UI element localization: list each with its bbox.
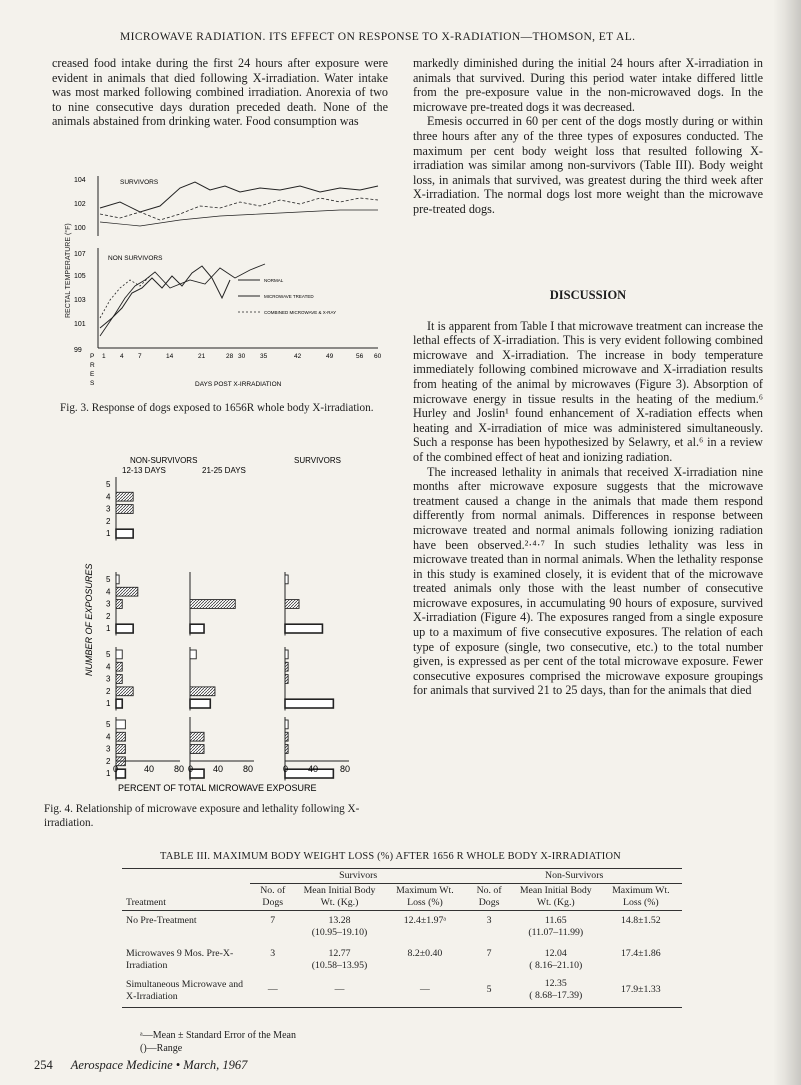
table-cell: — [295,973,383,1008]
figure-3-plot [60,168,395,400]
fig4-bar [285,650,288,659]
body-paragraph: markedly diminished during the initial 24 hours after X-irradiation in animals that survived. During this period water intake differed little from the pre-exposure value in the non-microwaved dogs. In the microwave pre-treated dogs it was decreased. [413,56,763,114]
fig3-ytick: 103 [74,297,86,304]
fig4-level-label: 1 [106,624,111,634]
fig4-marks [106,477,349,781]
fig3-xtick: 49 [326,353,334,360]
fig4-level-label: 3 [106,504,111,514]
table-group-header-row [122,869,682,884]
running-head: MICROWAVE RADIATION. ITS EFFECT ON RESPONSE TO X-RADIATION—THOMSON, ET AL. [120,31,636,43]
fig3-xtick: 35 [260,353,268,360]
fig3-xtick: 30 [238,353,246,360]
fig4-level-label: 2 [106,611,111,621]
table-cell [512,973,600,1008]
table-cell: Simultaneous Microwave and X-Irradiation [122,973,250,1008]
fig3-ytick: 101 [74,321,86,328]
fig4-bar [116,687,133,696]
table-cell [295,911,383,941]
fig4-level-label: 1 [106,769,111,779]
table-cell: 14.8±1.52 [621,915,661,926]
table-header: Maximum Wt. Loss (%) [600,884,682,911]
fig4-xtick: 0 [188,764,194,774]
fig3-bottom-series-combined [100,276,150,318]
fig4-level-label: 2 [106,756,111,766]
cell-range: (11.07–11.99) [528,927,584,938]
figure-3-caption: Fig. 3. Response of dogs exposed to 1656R whole body X-irradiation. [60,402,374,414]
fig4-level-label: 3 [106,744,111,754]
table-header: Mean Initial Body Wt. (Kg.) [295,884,383,911]
table-cell: 7 [270,915,276,926]
discussion-section [413,268,763,698]
figure-3 [60,168,395,400]
fig4-bar [190,650,196,659]
fig3-ytick: 99 [74,347,82,354]
fig4-bar [190,745,204,754]
fig3-top-label: SURVIVORS [120,179,159,186]
fig4-bar [116,529,133,538]
table-header: Maximum Wt. Loss (%) [384,884,467,911]
fig4-level-label: 4 [106,492,111,502]
fig4-bar [285,600,299,609]
fig4-ylabel: NUMBER OF EXPOSURES [84,563,94,676]
table-row [122,973,682,1008]
fig3-xtick: 28 [226,353,234,360]
table-header: No. of Dogs [466,884,511,911]
fig4-level-label: 1 [106,699,111,709]
figure-4-caption: Fig. 4. Relationship of microwave exposure and lethality following X-irradiation. [44,803,360,829]
fig3-bottom-label: NON SURVIVORS [108,255,163,262]
cell-value: 12.35 [544,978,567,989]
fig4-level-label: 4 [106,732,111,742]
fig4-bar [285,575,288,584]
body-paragraph: creased food intake during the first 24 hours after exposure were evident in animals that died following X-irradiation. Water intake was most marked following combined irradiation. Anorexia of two to nine consecutive days duration preceded death. None of the animals abstained from drinking water. Food consumption was [52,56,388,129]
fig4-bar [190,687,215,696]
fig4-level-label: 2 [106,516,111,526]
fig3-top-series-normal [100,182,378,212]
fig4-col-label: NON-SURVIVORS [130,456,198,465]
fig4-bar [116,575,119,584]
cell-value: 12.77 [328,948,351,959]
table-row [122,911,682,941]
fig4-bar [285,699,333,708]
fig4-xlabel: PERCENT OF TOTAL MICROWAVE EXPOSURE [118,783,317,793]
fig4-bar [285,675,288,684]
table-cell: Microwaves 9 Mos. Pre-X-Irradiation [126,948,234,971]
fig3-xtick: 56 [356,353,364,360]
table-cell: 7 [486,948,492,959]
fig4-xtick: 40 [213,764,224,774]
fig4-xticks [113,764,350,774]
fig3-legend-entry: COMBINED MICROWAVE & X-RAY [264,310,337,315]
table-cell [295,940,383,973]
fig4-sub-label: 12-13 DAYS [122,466,166,475]
table-cell: 3 [270,948,276,959]
fig3-xtick: 7 [138,353,142,360]
fig4-bar [116,675,122,684]
fig3-ytick: 100 [74,225,86,232]
footnote: ᵃ—Mean ± Standard Error of the Mean [140,1030,296,1041]
fig4-level-label: 3 [106,674,111,684]
fig4-bar [116,587,138,596]
fig4-bar [116,650,122,659]
table-3-title: TABLE III. MAXIMUM BODY WEIGHT LOSS (%) AFTER 1656 R WHOLE BODY X-IRRADIATION [160,851,621,862]
fig4-level-label: 2 [106,686,111,696]
fig4-xtick: 0 [113,764,119,774]
fig3-legend-entry: MICROWAVE TREATED [264,294,314,299]
table-cell: No Pre-Treatment [126,915,197,926]
fig3-xtick: 1 [102,353,106,360]
fig4-bar [116,699,122,708]
fig4-xtick: 0 [283,764,289,774]
cell-value: 11.65 [544,915,567,926]
page-binding-shadow [773,0,801,1085]
right-column-intro [413,56,763,217]
figure-4 [78,454,388,799]
fig3-pre-letter: P [90,353,95,360]
fig3-bottom-series-normal [100,266,230,328]
table-header: No. of Dogs [250,884,295,911]
fig4-xtick: 40 [144,764,155,774]
fig3-top-series-mw [100,198,378,220]
table-cell [512,911,600,941]
fig3-legend-entry: NORMAL [264,278,284,283]
fig4-level-label: 5 [106,575,111,584]
fig4-level-label: 5 [106,720,111,729]
table-header: Mean Initial Body Wt. (Kg.) [512,884,600,911]
table-cell [512,940,600,973]
fig4-bar [116,662,122,671]
fig3-pre-letter: E [90,371,95,378]
fig4-bar [116,732,125,741]
fig4-xtick: 40 [308,764,319,774]
figure-4-chart [78,454,388,799]
table-cell: — [250,973,295,1008]
fig3-xlabel: DAYS POST X-IRRADIATION [195,381,282,388]
cell-value: 12.04 [544,948,567,959]
page-footer [34,1058,247,1073]
fig3-xtick: 42 [294,353,302,360]
table-cell: 12.4±1.97ᵃ [403,915,447,926]
fig4-level-label: 4 [106,662,111,672]
cell-range: (10.58–13.95) [311,960,368,971]
fig3-ytick: 105 [74,273,86,280]
section-heading: DISCUSSION [549,288,627,302]
fig3-xtick: 14 [166,353,174,360]
fig4-bar [190,600,235,609]
table-header-row [122,884,682,911]
table-row [122,940,682,973]
fig4-col-label: SURVIVORS [294,456,341,465]
cell-range: ( 8.16–21.10) [529,960,583,971]
table-group-header: Survivors [250,869,466,884]
fig4-level-label: 5 [106,480,111,489]
fig4-bar [190,699,210,708]
fig4-level-label: 5 [106,650,111,659]
cell-range: ( 8.68–17.39) [529,990,583,1001]
fig4-sub-label: 21-25 DAYS [202,466,246,475]
fig4-bar [116,600,122,609]
fig3-ytick: 107 [74,251,86,258]
fig4-xtick: 80 [340,764,351,774]
table-group-header: Non-Survivors [466,869,682,884]
fig3-ylabel: RECTAL TEMPERATURE (°F) [65,223,72,318]
fig3-ytick: 102 [74,201,86,208]
fig4-level-label: 4 [106,587,111,597]
fig3-xtick: 4 [120,353,124,360]
fig3-bottom-series-mw [100,264,265,336]
fig4-level-label: 3 [106,599,111,609]
fig4-bar [190,624,204,633]
fig4-bar [116,624,133,633]
fig4-bar [116,492,133,501]
fig4-bar [116,720,125,729]
fig3-xticks [102,353,382,360]
fig4-bar [116,505,133,514]
fig4-xtick: 80 [174,764,185,774]
table-cell: 17.9±1.33 [600,973,682,1008]
fig3-top-series-baseline [100,210,378,226]
fig4-bar [285,745,288,754]
body-paragraph: It is apparent from Table I that microwave treatment can increase the lethal effects of X-irradiation. This is very evident following combined microwave and X-irradiation. The increase in body temperature immediately following combined microwave and X-irradiation results from heating of the animal by microwaves (Figure 3). Absorption of microwave energy in tissue results in the heating of the medium.⁶ Hurley and Joslin¹ found enhancement of X-radiation effects when heating and X-irradiation of mice was administered simultaneously. Such a response has been hypothesized by Selawry, et al.⁶ in a review of the combined effect of heat and ionizing radiation. [413,318,763,464]
table-cell: — [384,973,467,1008]
journal-name: Aerospace Medicine • March, 1967 [70,1058,248,1072]
fig3-xtick: 21 [198,353,206,360]
fig4-bar [116,745,125,754]
fig4-xtick: 80 [243,764,254,774]
table-cell: 8.2±0.40 [407,948,443,959]
table-3 [122,868,682,1008]
fig4-level-label: 1 [106,529,111,539]
table-cell: 3 [486,915,492,926]
table-3-footnotes [140,1030,296,1055]
table-header: Treatment [122,884,250,911]
fig3-xtick: 60 [374,353,382,360]
fig3-pre-letter: R [90,362,95,369]
fig3-ytick: 104 [74,177,86,184]
fig3-pre-letter: S [90,380,95,387]
fig3-pre-label [90,353,95,387]
body-paragraph: Emesis occurred in 60 per cent of the dogs mostly during or within three hours after any of the three types of exposures conducted. The maximum per cent body weight loss that resulted following X-irradiation was similar among non-survivors (Table III). Body weight loss, in animals that survived, was greatest during the third week after X-irradiation. The normal dogs lost more weight than the microwave pre-treated dogs. [413,114,763,216]
page-number: 254 [34,1058,53,1072]
table-cell: 17.4±1.86 [621,948,661,959]
fig4-bar [285,624,322,633]
fig4-bar [285,732,288,741]
cell-value: 13.28 [328,915,351,926]
fig4-bar [285,720,288,729]
cell-range: (10.95–19.10) [311,927,368,938]
left-column-intro [52,56,388,129]
table-cell: 5 [466,973,511,1008]
fig4-bar [190,732,204,741]
body-paragraph: The increased lethality in animals that received X-irradiation nine months after microwave exposure suggests that the microwave treatment caused a change in the animals that made them respond differently from normal animals. Differences in response between microwave treated and normal animals following ionizing radiation have been observed.²·⁴·⁷ In such studies lethality was less in microwave treated than in normal animals. When the lethality response in this study is examined closely, it is evident that of the microwave treated animals only those with the least number of consecutive microwave exposures, in accumulating 90 hours of exposure, survived X-irradiation (Figure 4). The exposures ranged from a single exposure up to a maximum of five consecutive exposures. The relation of each type of exposure (single, two consecutive, etc.) to the total number given, is expressed as per cent of the total microwave exposure. Fewer consecutive exposures comprised the microwave exposure groupings for animals that survived 21 to 25 days, than for the animals that died [413,464,763,698]
footnote: ()—Range [140,1042,183,1054]
fig4-bar [285,662,288,671]
